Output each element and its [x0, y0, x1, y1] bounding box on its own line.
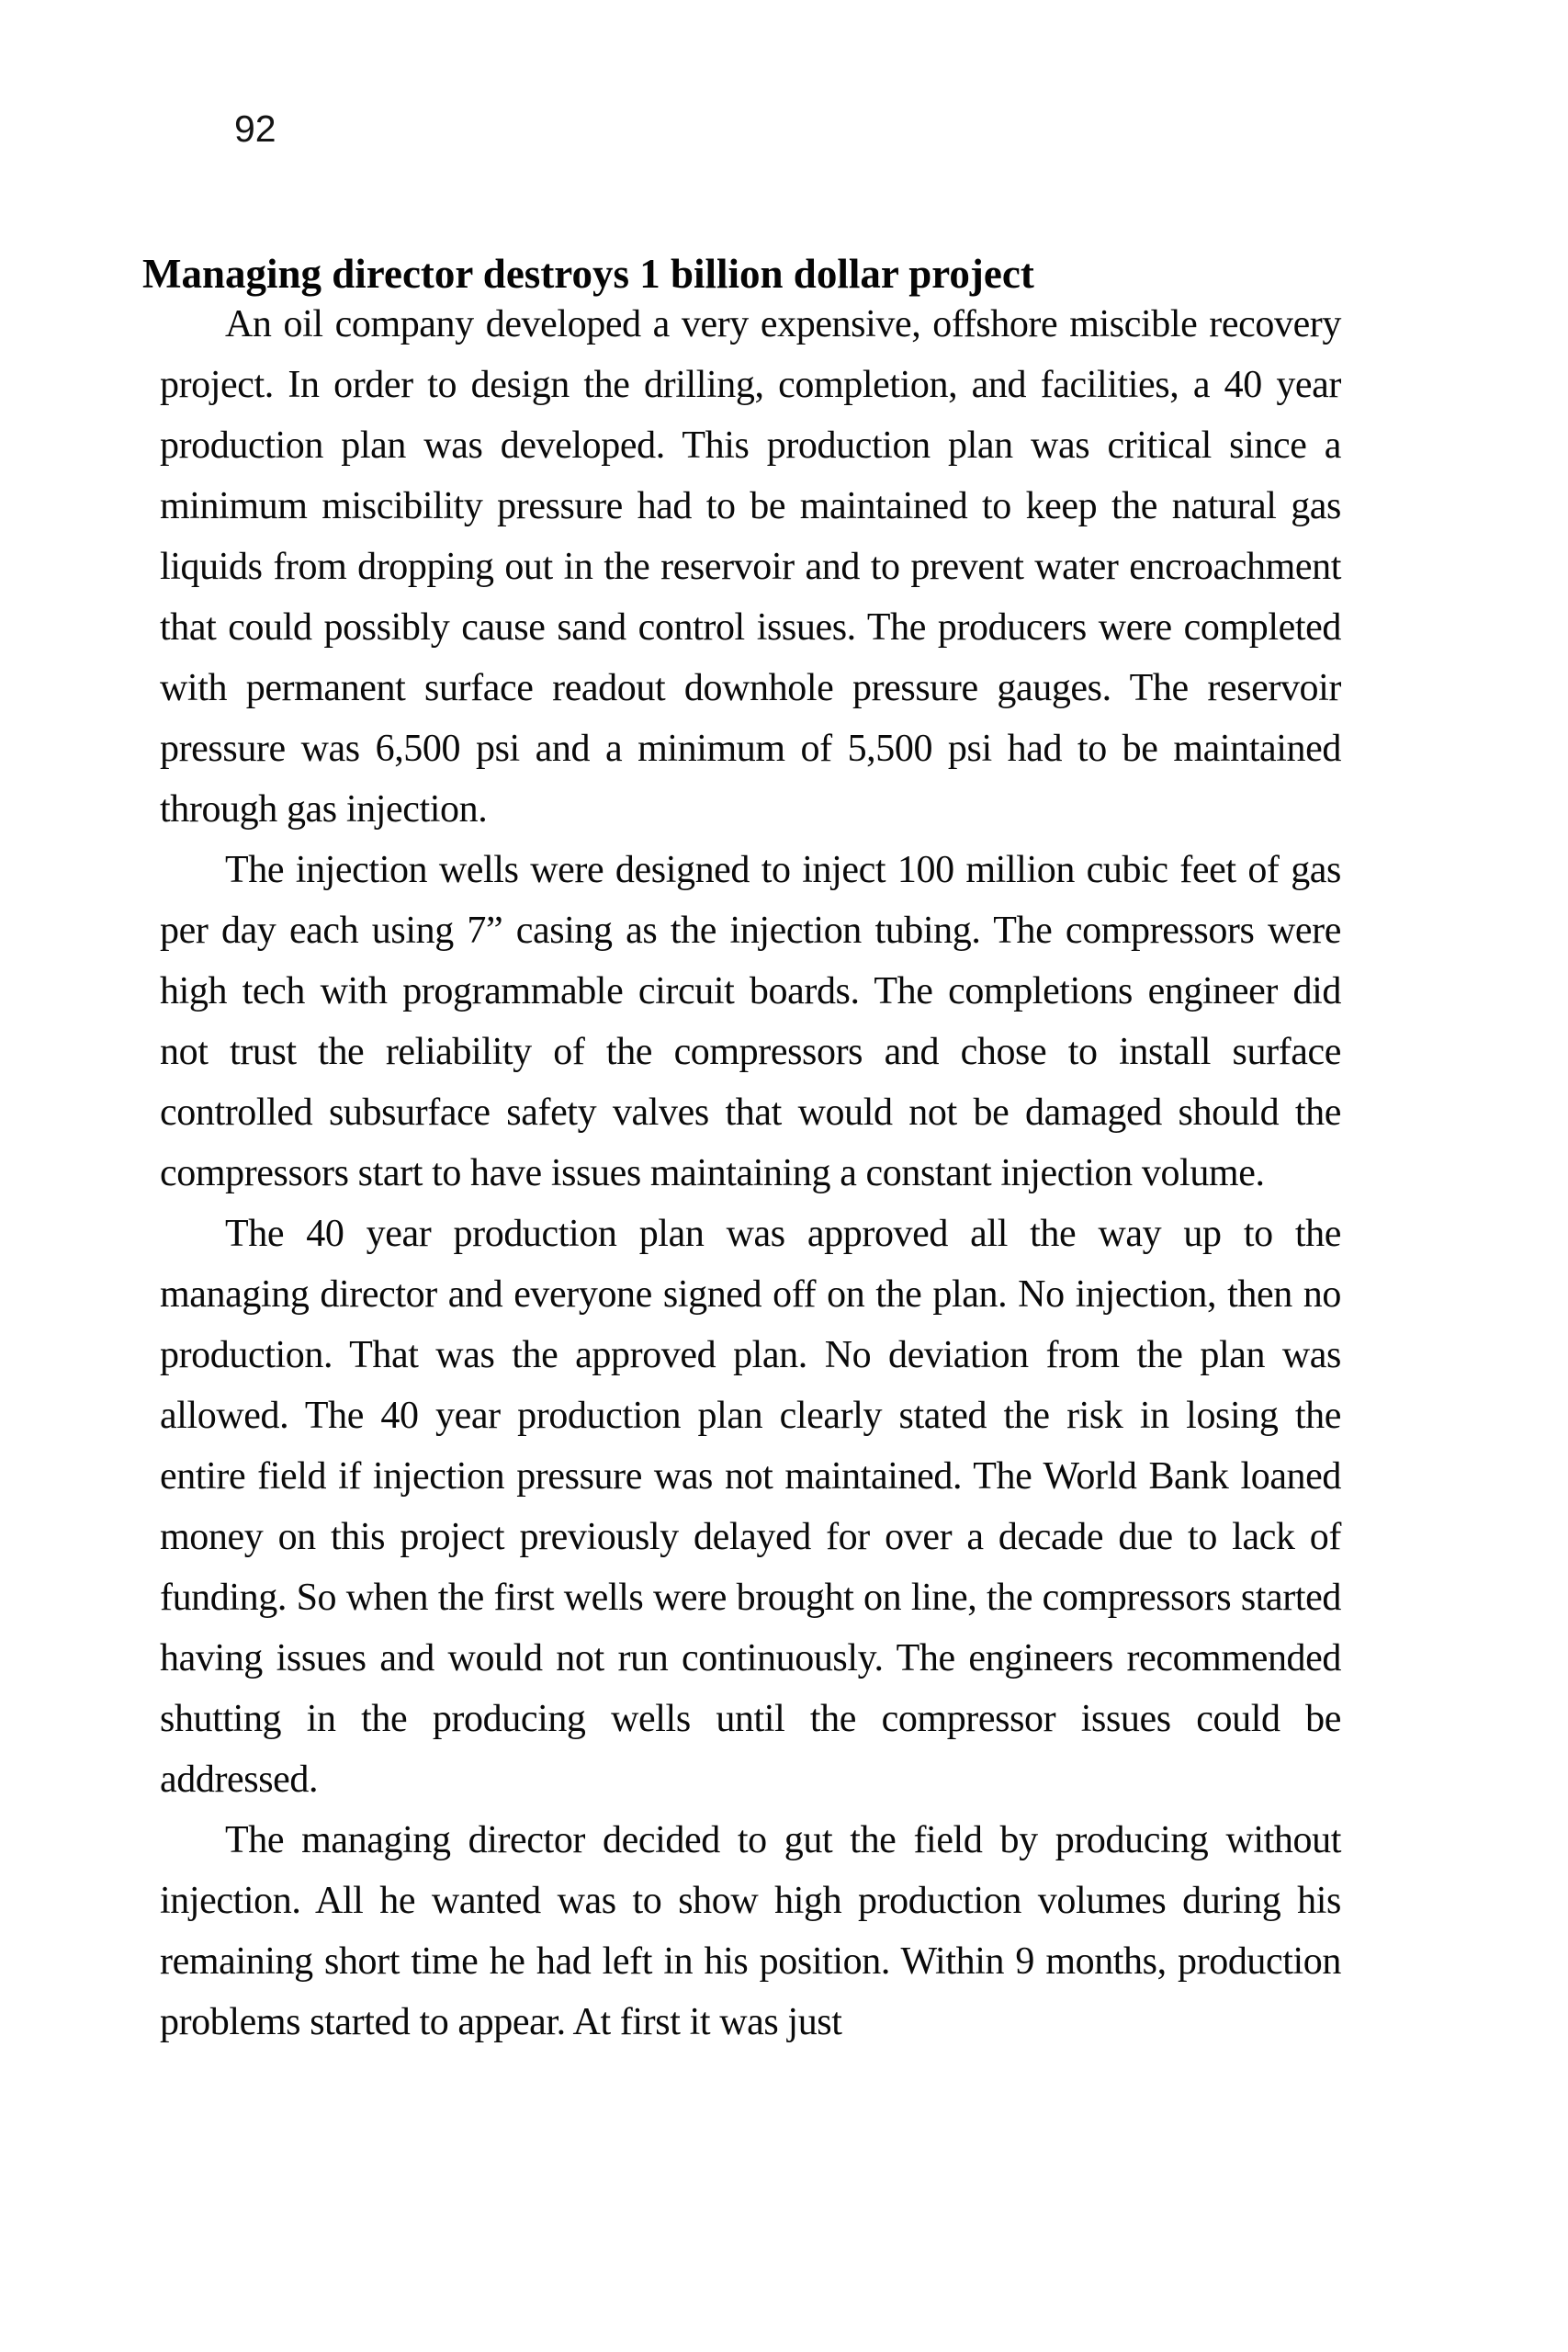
- section-heading: Managing director destroys 1 billion dollar project: [142, 251, 1034, 298]
- page-number: 92: [234, 107, 276, 150]
- paragraph-1: An oil company developed a very expensive, offshore miscible recovery project. In order to design the drilling, completion, and facilities, a 40 year production plan was developed. This production plan was critical since a minimum miscibility pressure had to be maintained to keep the natural gas liquids from dropping out in the reservoir and to prevent water encroachment that could possibly cause sand control issues. The producers were completed with permanent surface readout downhole pressure gauges. The reservoir pressure was 6,500 psi and a minimum of 5,500 psi had to be maintained through gas injection.: [160, 303, 1341, 831]
- body-text: [160, 294, 1341, 2052]
- paragraph-4: The managing director decided to gut the field by producing without injection. All he wanted was to show high production volumes during his remaining short time he had left in his position. Within 9 months, production problems started to appear. At first it was just: [160, 1819, 1341, 2043]
- paragraph-2: The injection wells were designed to inject 100 million cubic feet of gas per day each using 7” casing as the injection tubing. The compressors were high tech with programmable circuit boards. The completions engineer did not trust the reliability of the compressors and chose to install surface controlled subsurface safety valves that would not be damaged should the compressors start to have issues maintaining a constant injection volume.: [160, 849, 1341, 1194]
- paragraph-3: The 40 year production plan was approved all the way up to the managing director and everyone signed off on the plan. No injection, then no production. That was the approved plan. No deviation from the plan was allowed. The 40 year production plan clearly stated the risk in losing the entire field if injection pressure was not maintained. The World Bank loaned money on this project previously delayed for over a decade due to lack of funding. So when the first wells were brought on line, the compressors started having issues and would not run continuously. The engineers recommended shutting in the producing wells until the compressor issues could be addressed.: [160, 1213, 1341, 1801]
